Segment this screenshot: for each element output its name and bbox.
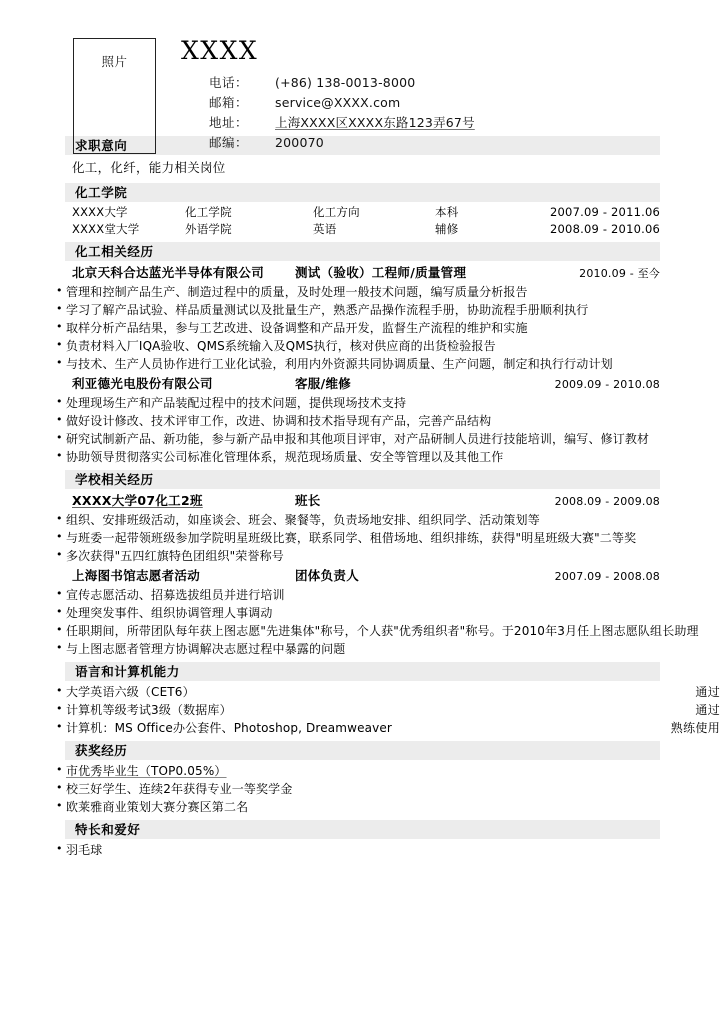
bullet-text: 管理和控制产品生产、制造过程中的质量，及时处理一般技术问题，编写质量分析报告: [66, 285, 528, 299]
contact-list: [209, 73, 720, 153]
section-skills: [0, 662, 720, 737]
section-body-education: [72, 204, 660, 238]
work-entry-header: [72, 263, 660, 283]
work-entry-org: 利亚德光电股份有限公司: [72, 376, 213, 391]
list-item: [56, 701, 720, 719]
list-item: [56, 301, 720, 319]
school-entry-bullets: [0, 511, 720, 565]
list-item: [56, 622, 720, 640]
education-major: 英语: [313, 222, 337, 236]
contact-row-phone: [209, 73, 720, 93]
school-entry-dates: 2007.09 - 2008.08: [554, 570, 660, 583]
bullet-text: 与班委一起带领班级参加学院明星班级比赛，联系同学、租借场地、组织排练，获得"明星班级大赛"二等奖: [66, 531, 637, 545]
contact-label-email: 邮箱：: [209, 95, 249, 110]
contact-row-postcode: [209, 133, 720, 153]
contact-label-phone: 电话：: [209, 75, 249, 90]
contact-row-email: [209, 93, 720, 113]
bullet-text: 协助领导贯彻落实公司标准化管理体系，规范现场质量、安全等管理以及其他工作: [66, 450, 504, 464]
list-item: [56, 640, 720, 658]
contact-row-address: [209, 113, 720, 133]
section-awards: [0, 741, 720, 816]
skill-status: 通过: [695, 703, 720, 717]
education-school: XXXX大学: [72, 205, 128, 219]
contact-label-address: 地址：: [209, 115, 249, 130]
contact-value-postcode: 200070: [275, 135, 324, 150]
skill-text: • 计算机：MS Office办公套件、Photoshop, Dreamweaver: [66, 721, 392, 735]
work-entry-org: 北京天科合达蓝光半导体有限公司: [72, 265, 265, 280]
education-dates: 2008.09 - 2010.06: [550, 222, 660, 236]
contact-value-phone: (+86) 138-0013-8000: [275, 75, 416, 90]
section-title-work-experience: 化工相关经历: [65, 242, 660, 261]
list-item: [56, 283, 720, 301]
contact-value-email: service@XXXX.com: [275, 95, 401, 110]
work-entry-header: [72, 374, 660, 394]
bullet-text: 任职期间，所带团队每年获上图志愿"先进集体"称号，个人获"优秀组织者"称号。于2010年3月任上图志愿队组长助理: [66, 624, 699, 638]
education-college: 外语学院: [185, 222, 232, 236]
school-entry-org: 上海图书馆志愿者活动: [72, 568, 201, 583]
list-item: [56, 780, 720, 798]
skill-text: • 大学英语六级（CET6）: [66, 685, 195, 699]
award-text: 市优秀毕业生（TOP0.05%）: [66, 764, 227, 778]
contact-label-postcode: 邮编：: [209, 135, 249, 150]
list-item: [56, 355, 720, 373]
list-item: [56, 798, 720, 816]
list-item: [56, 683, 720, 701]
bullet-text: 宣传志愿活动、招募选拔组员并进行培训: [66, 588, 285, 602]
candidate-name: XXXX: [181, 36, 259, 65]
education-dates: 2007.09 - 2011.06: [550, 205, 660, 219]
list-item: [56, 430, 720, 448]
list-item: [56, 529, 720, 547]
bullet-text: 与技术、生产人员协作进行工业化试验，利用内外资源共同协调质量、生产问题，制定和执行行动计划: [66, 357, 613, 371]
hobbies-list: [0, 841, 720, 859]
list-item: [56, 762, 720, 780]
school-entry: [72, 491, 660, 511]
section-title-school-experience: 学校相关经历: [65, 470, 660, 489]
education-degree: 辅修: [435, 222, 459, 236]
skill-status: 熟练使用: [670, 721, 720, 735]
bullet-text: 学习了解产品试验、样品质量测试以及批量生产，熟悉产品操作流程手册，协助流程手册顺利执行: [66, 303, 589, 317]
bullet-text: 取样分析产品结果，参与工艺改进、设备调整和产品开发，监督生产流程的维护和实施: [66, 321, 528, 335]
bullet-text: 多次获得"五四红旗特色团组织"荣誉称号: [66, 549, 284, 563]
list-item: [56, 586, 720, 604]
school-entry-header: [72, 491, 660, 511]
list-item: [56, 394, 720, 412]
skill-status: 通过: [695, 685, 720, 699]
award-text: 校三好学生、连续2年获得专业一等奖学金: [66, 782, 293, 796]
education-school: XXXX堂大学: [72, 222, 140, 236]
list-item: [56, 448, 720, 466]
award-text: 欧莱雅商业策划大赛分赛区第二名: [66, 800, 249, 814]
work-entry-role: 测试（验收）工程师/质量管理: [295, 265, 467, 280]
work-entry-bullets: [0, 283, 720, 373]
work-entry-bullets: [0, 394, 720, 466]
list-item: [56, 604, 720, 622]
list-item: [56, 511, 720, 529]
work-entry-dates: 2009.09 - 2010.08: [554, 378, 660, 391]
section-title-awards: 获奖经历: [65, 741, 660, 760]
section-title-objective: 求职意向: [65, 136, 660, 155]
bullet-text: 处理突发事件、组织协调管理人事调动: [66, 606, 273, 620]
list-item: [56, 319, 720, 337]
school-entry-header: [72, 566, 660, 586]
skills-list: [0, 683, 720, 737]
bullet-text: 与上图志愿者管理方协调解决志愿过程中暴露的问题: [66, 642, 346, 656]
section-education: [0, 183, 720, 238]
photo-placeholder-label: 照片: [101, 54, 128, 69]
bullet-text: 组织、安排班级活动，如座谈会、班会、聚餐等，负责场地安排、组织同学、活动策划等: [66, 513, 540, 527]
section-school-experience: [0, 470, 720, 658]
awards-list: [0, 762, 720, 816]
section-work-experience: [0, 242, 720, 466]
work-entry-role: 客服/维修: [295, 376, 352, 391]
school-entry-org: XXXX大学07化工2班: [72, 493, 203, 508]
bullet-text: 研究试制新产品、新功能，参与新产品申报和其他项目评审，对产品研制人员进行技能培训，编写、修订教材: [66, 432, 650, 446]
bullet-text: 处理现场生产和产品装配过程中的技术问题，提供现场技术支持: [66, 396, 407, 410]
list-item: [56, 719, 720, 737]
school-entry-dates: 2008.09 - 2009.08: [554, 495, 660, 508]
school-entry-role: 班长: [295, 493, 321, 508]
bullet-text: 做好设计修改、技术评审工作，改进、协调和技术指导现有产品，完善产品结构: [66, 414, 492, 428]
bullet-text: 负责材料入厂IQA验收、QMS系统输入及QMS执行，核对供应商的出货检验报告: [66, 339, 496, 353]
section-hobbies: [0, 820, 720, 859]
list-item: [56, 412, 720, 430]
education-major: 化工方向: [313, 205, 360, 219]
section-body-objective: [72, 157, 660, 179]
school-entry: [72, 566, 660, 586]
section-title-skills: 语言和计算机能力: [65, 662, 660, 681]
work-entry-dates: 2010.09 - 至今: [579, 267, 660, 280]
work-entry: [72, 263, 660, 283]
work-entry: [72, 374, 660, 394]
education-college: 化工学院: [185, 205, 232, 219]
education-degree: 本科: [435, 205, 459, 219]
list-item: [56, 841, 720, 859]
identity-block: [181, 38, 720, 153]
school-entry-role: 团体负责人: [295, 568, 360, 583]
objective-text: 化工，化纤，能力相关岗位: [72, 160, 226, 175]
education-table: [72, 204, 660, 238]
list-item: [56, 547, 720, 565]
section-title-education: 化工学院: [65, 183, 660, 202]
table-row: [72, 221, 660, 238]
list-item: [56, 337, 720, 355]
hobby-text: 羽毛球: [66, 843, 103, 857]
contact-value-address: 上海XXXX区XXXX东路123弄67号: [275, 115, 475, 130]
section-title-hobbies: 特长和爱好: [65, 820, 660, 839]
school-entry-bullets: [0, 586, 720, 658]
table-row: [72, 204, 660, 221]
skill-text: • 计算机等级考试3级（数据库）: [66, 703, 232, 717]
